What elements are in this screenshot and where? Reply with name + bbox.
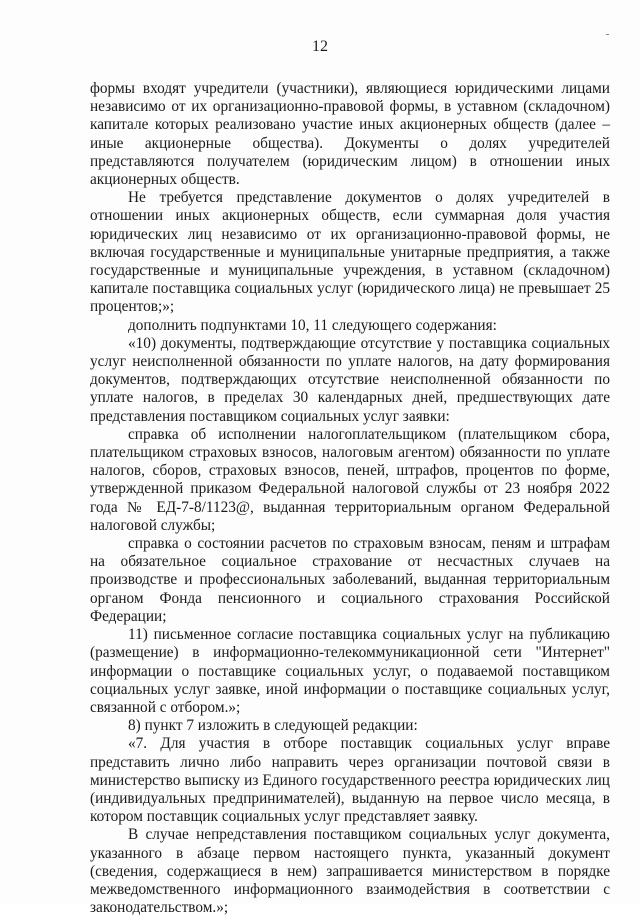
paragraph-subitem-11: 11) письменное согласие поставщика социальных услуг на публикацию (размещение) в информационно-телекоммуникационной сети "Интернет" информации о поставщике социальных услуг, о подаваемой поставщиком социальных услуг заявке, иной информации о поставщике социальных услуг, связанной с отбором.»; bbox=[90, 626, 610, 716]
page-number: 12 bbox=[312, 38, 328, 55]
paragraph-amendment-intro: дополнить подпунктами 10, 11 следующего содержания: bbox=[128, 316, 497, 334]
paragraph-nonsubmission: В случае непредставления поставщиком социальных услуг документа, указанного в абзаце первом настоящего пункта, указанный документ (сведения, содержащиеся в нем) запрашивается министерством в порядке межведомственного информационного взаимодействия в соответствии с законодательством.»; bbox=[90, 826, 610, 917]
scan-artifact bbox=[606, 34, 609, 35]
paragraph-continuation: формы входят учредители (участники), являющиеся юридическими лицами независимо от их организационно-правовой формы, в уставном (складочном) капитале которых реализовано участие иных акционерных обществ (далее – иные акционерные общества). Документы о долях учредителей представляются получателем (юридическим лицом) в отношении иных акционерных обществ. bbox=[90, 80, 610, 189]
document-body bbox=[90, 80, 610, 917]
paragraph-tax-certificate: справка об исполнении налогоплательщиком (плательщиком сбора, плательщиком страховых взносов, налоговым агентом) обязанности по уплате налогов, сборов, страховых взносов, пеней, штрафов, процентов по форме, утвержденной приказом Федеральной налоговой службы от 23 ноября 2022 года № ЕД-7-8/1123@, выданная территориальным органом Федеральной налоговой службы; bbox=[90, 425, 610, 534]
paragraph-exemption: Не требуется представление документов о долях учредителей в отношении иных акционерных обществ, если суммарная доля участия юридических лиц независимо от их организационно-правовой формы, не включая государственные и муниципальные унитарные предприятия, а также государственные и муниципальные учреждения, в уставном (складочном) капитале поставщика социальных услуг (юридического лица) не превышает 25 процентов;»; bbox=[90, 189, 610, 316]
paragraph-subitem-10: «10) документы, подтверждающие отсутствие у поставщика социальных услуг неисполненной обязанности по уплате налогов, на дату формирования документов, подтверждающих отсутствие неисполненной обязанности по уплате налогов, в пределах 30 календарных дней, предшествующих дате представления поставщиком социальных услуг заявки: bbox=[90, 334, 610, 425]
paragraph-point-7: «7. Для участия в отборе поставщик социальных услуг вправе представить лично либо направить через организации почтовой связи в министерство выписку из Единого государственного реестра юридических лиц (индивидуальных предпринимателей), выданную на первое число месяца, в котором поставщик социальных услуг представляет заявку. bbox=[90, 735, 610, 826]
paragraph-insurance-certificate: справка о состоянии расчетов по страховым взносам, пеням и штрафам на обязательное социальное страхование от несчастных случаев на производстве и профессиональных заболеваний, выданная территориальным органом Фонда пенсионного и социального страхования Российской Федерации; bbox=[90, 535, 610, 625]
paragraph-item-8: 8) пункт 7 изложить в следующей редакции: bbox=[128, 717, 418, 735]
